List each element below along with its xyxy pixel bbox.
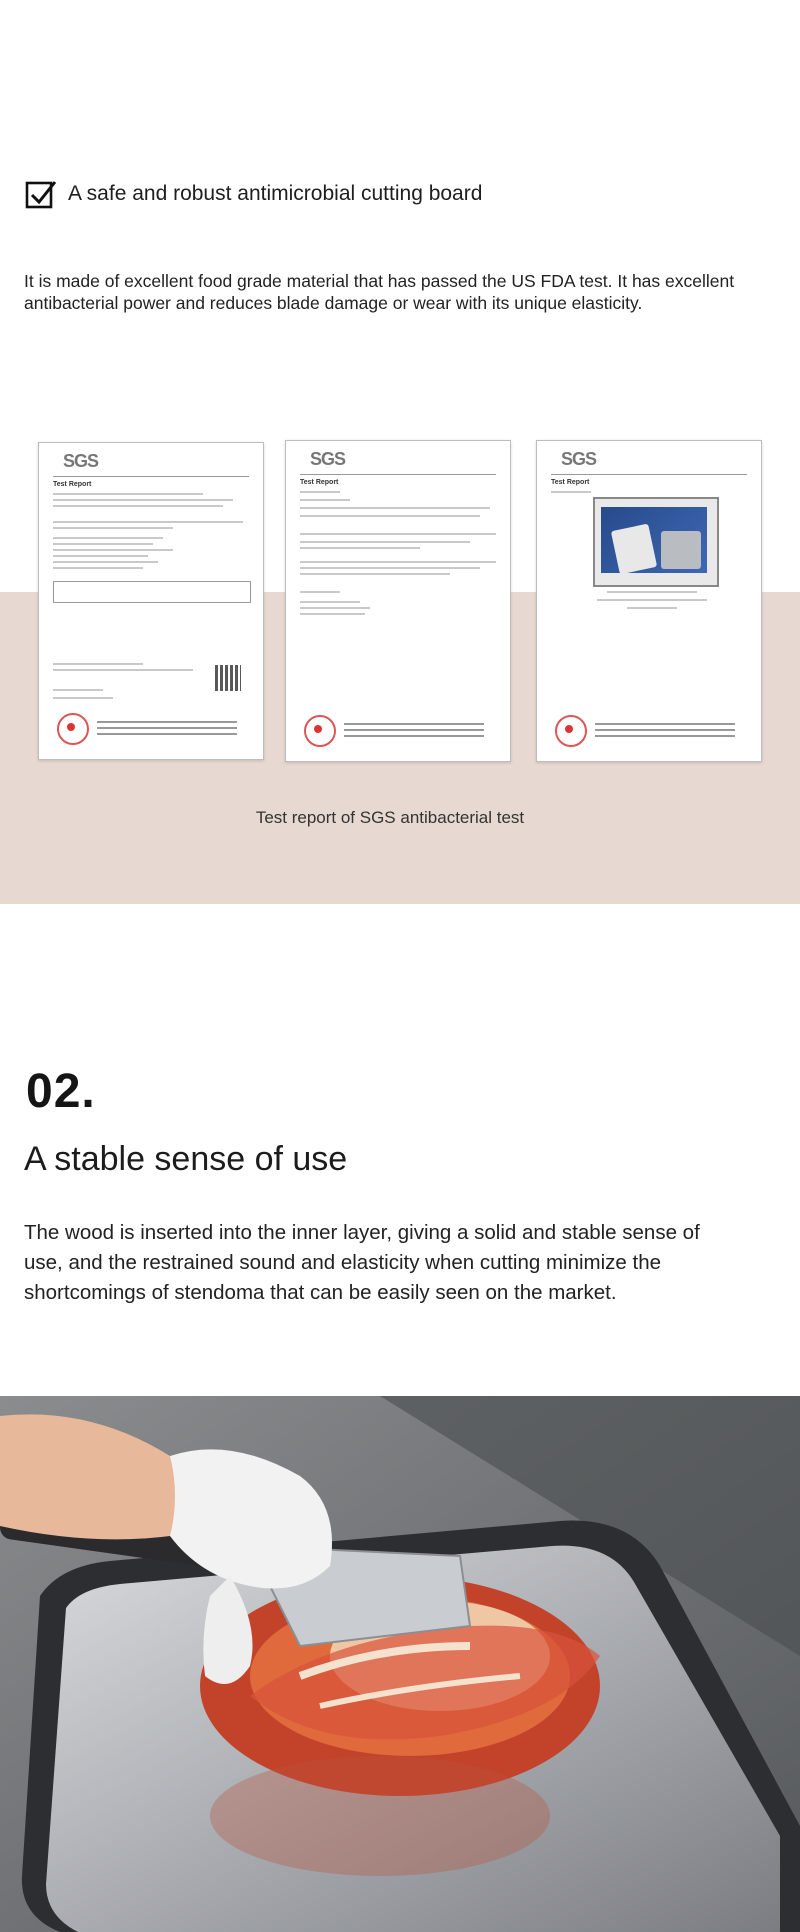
sgs-logo: SGS bbox=[63, 451, 99, 471]
test-report-page-2 bbox=[285, 440, 511, 762]
test-report-page-3 bbox=[536, 440, 762, 762]
test-report-page-1 bbox=[38, 442, 264, 760]
section-paragraph: The wood is inserted into the inner layer, giving a solid and stable sense of use, and the restrained sound and elasticity when cutting minimize the shortcomings of stendoma that can be easily seen on the market. bbox=[24, 1221, 700, 1304]
seal-icon bbox=[555, 715, 587, 747]
section-headline: A safe and robust antimicrobial cutting board bbox=[68, 182, 483, 205]
section-paragraph: It is made of excellent food grade material that has passed the US FDA test. It has excellent antibacterial power and reduces blade damage or wear with its unique elasticity. bbox=[24, 271, 735, 313]
report-title: Test Report bbox=[300, 479, 339, 486]
report-caption: Test report of SGS antibacterial test bbox=[255, 808, 525, 827]
report-title: Test Report bbox=[551, 479, 590, 486]
section-number: 02. bbox=[26, 1065, 96, 1118]
seal-icon bbox=[304, 715, 336, 747]
qr-code-icon bbox=[215, 665, 241, 691]
seal-icon bbox=[57, 713, 89, 745]
sample-photo bbox=[593, 497, 719, 587]
checkbox-icon bbox=[24, 178, 58, 212]
sgs-logo: SGS bbox=[561, 449, 597, 469]
report-title: Test Report bbox=[53, 481, 92, 488]
section-headline: A stable sense of use bbox=[24, 1140, 348, 1178]
sgs-logo: SGS bbox=[310, 449, 346, 469]
product-photo bbox=[0, 1396, 800, 1932]
